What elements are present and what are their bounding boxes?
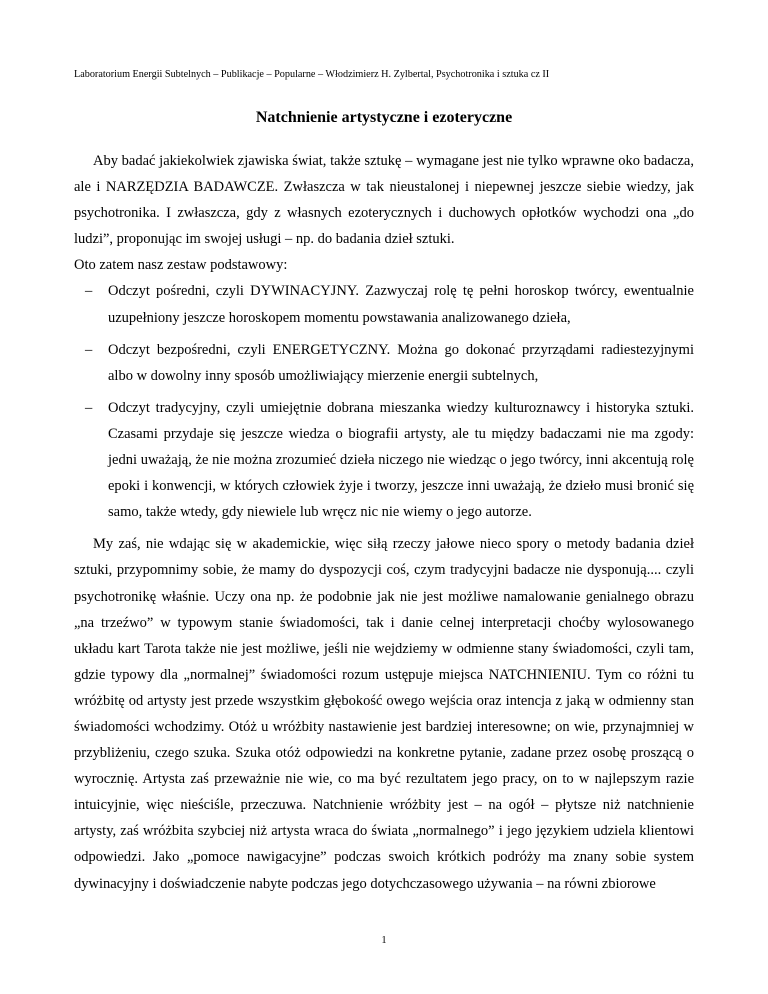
list-item (74, 278, 694, 330)
page-number: 1 (381, 935, 387, 946)
list-item-text: Odczyt pośredni, czyli DYWINACYJNY. Zazwyczaj rolę tę pełni horoskop twórcy, ewentualnie uzupełniony jeszcze horoskopem momentu powstawania analizowanego dzieła, (108, 283, 694, 326)
toolkit-list (74, 278, 694, 525)
running-header: Laboratorium Energii Subtelnych – Publikacje – Popularne – Włodzimierz H. Zylbertal, Psychotronika i sztuka cz II (74, 69, 550, 80)
list-item (74, 337, 694, 389)
list-item-text: Odczyt tradycyjny, czyli umiejętnie dobrana mieszanka wiedzy kulturoznawcy i historyka sztuki. Czasami przydaje się jeszcze wiedza o biografii artysty, ale tu między badaczami nie ma zgody: jedni uważają, że nie można zrozumieć dzieła niczego nie wiedząc o jego twórcy, inni akcentują rolę epoki i konwencji, w których człowiek żyje i tworzy, jeszcze inni uważają, że dzieło musi bronić się samo, także wtedy, gdy niewiele lub wręcz nic nie wiemy o jego autorze. (108, 399, 694, 521)
list-dash-marker: – (85, 283, 93, 300)
paragraph-inspiration: My zaś, nie wdając się w akademickie, więc siłą rzeczy jałowe nieco spory o metody badania dzieł sztuki, przypomnimy sobie, że mamy do dyspozycji coś, czym tradycyjni badacze nie dysponują.... czyli psychotronikę właśnie. Uczy ona np. że podobnie jak nie jest możliwe namalowanie genialnego obrazu „na trzeźwo” w typowym stanie świadomości, tak i danie celnej interpretacji choćby wylosowanego układu kart Tarota także nie jest możliwe, jeśli nie wejdziemy w odmienne stany świadomości, czyli tam, gdzie typowy dla „normalnej” świadomości rozum ustępuje miejsca NATCHNIENIU. Tym co różni tu wróżbitę od artysty jest przede wszystkim głębokość owego wejścia oraz intencja z jaką w odmienny stan świadomości wchodzimy. Otóż u wróżbity nastawienie jest bardziej interesowne; on wie, przynajmniej w przybliżeniu, czego szuka. Szuka otóż odpowiedzi na konkretne pytanie, zadane przez osobę proszącą o wyrocznię. Artysta zaś przeważnie nie wie, co ma być rezultatem jego pracy, on to w najlepszym razie intuicyjnie, więc nieściśle, przeczuwa. Natchnienie wróżbity jest – na ogół – płytsze niż natchnienie artysty, zaś wróżbita szybciej niż artysta wraca do świata „normalnego” i jego językiem udziela klientowi odpowiedzi. Jako „pomoce nawigacyjne” podczas swoich krótkich podróży ma znany sobie system dywinacyjny i doświadczenie nabyte podczas jego dotychczasowego używania – na równi zbiorowe (74, 536, 694, 892)
paragraph-toolkit-lead: Oto zatem nasz zestaw podstawowy: (74, 257, 288, 274)
list-item-text: Odczyt bezpośredni, czyli ENERGETYCZNY. Można go dokonać przyrządami radiestezyjnymi albo w dowolny inny sposób umożliwiający mierzenie energii subtelnych, (108, 341, 694, 384)
document-body (74, 148, 694, 897)
list-dash-marker: – (85, 399, 93, 416)
list-dash-marker: – (85, 341, 93, 358)
paragraph-intro: Aby badać jakiekolwiek zjawiska świat, także sztukę – wymagane jest nie tylko wprawne oko badacza, ale i NARZĘDZIA BADAWCZE. Zwłaszcza w tak nieustalonej i niepewnej jeszcze siebie wiedzy, jak psychotronika. I zwłaszcza, gdy z własnych ezoterycznych i duchowych opłotków wychodzi ona „do ludzi”, proponując im swojej usługi – np. do badania dzieł sztuki. (74, 153, 694, 248)
document-title: Natchnienie artystyczne i ezoteryczne (255, 108, 513, 126)
list-item (74, 395, 694, 525)
